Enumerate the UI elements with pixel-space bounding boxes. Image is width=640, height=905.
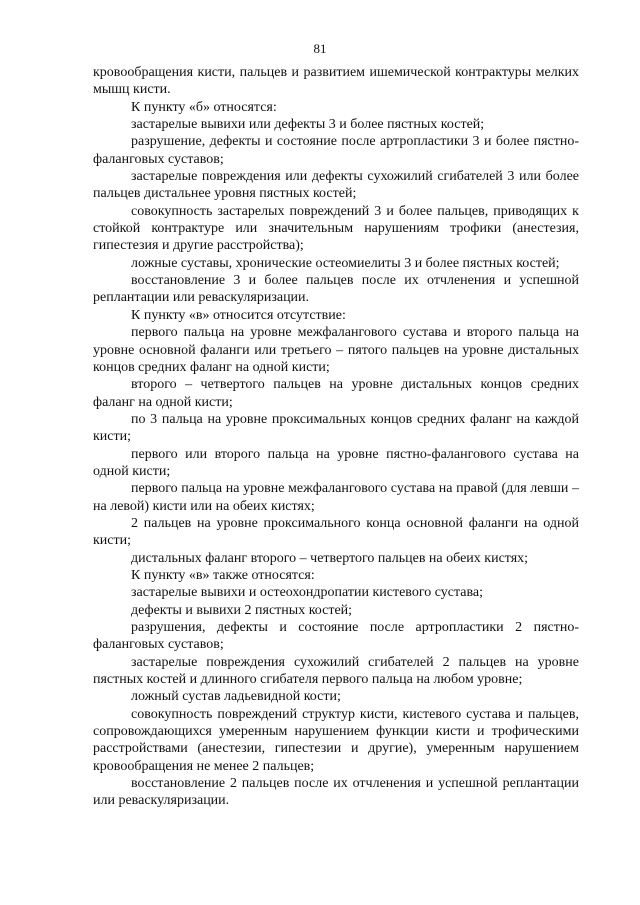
paragraph: восстановление 3 и более пальцев после их отчленения и успешной реплантации или реваскуляризации.	[93, 273, 579, 306]
paragraph: ложный сустав ладьевидной кости;	[131, 689, 341, 705]
paragraph: восстановление 2 пальцев после их отчленения и успешной реплантации или реваскуляризации.	[93, 776, 579, 809]
paragraph: первого или второго пальца на уровне пястно-фалангового сустава на одной кисти;	[93, 446, 579, 479]
paragraph: застарелые повреждения или дефекты сухожилий сгибателей 3 или более пальцев дистальнее уровня пястных костей;	[93, 169, 579, 202]
paragraph: кровообращения кисти, пальцев и развитием ишемической контрактуры мелких мышц кисти.	[93, 65, 579, 98]
paragraph: 2 пальцев на уровне проксимального конца основной фаланги на одной кисти;	[93, 515, 579, 549]
paragraph: совокупность застарелых повреждений 3 и более пальцев, приводящих к стойкой контрактуре или значительным нарушениям трофики (анестезия, гипестезия и другие расстройства);	[93, 203, 579, 254]
page-number: 81	[313, 41, 327, 56]
paragraph: К пункту «в» также относятся:	[131, 567, 315, 583]
paragraph: К пункту «в» относится отсутствие:	[131, 307, 346, 323]
paragraph: К пункту «б» относятся:	[131, 99, 277, 115]
paragraph: второго – четвертого пальцев на уровне дистальных концов средних фаланг на одной кисти;	[93, 377, 579, 410]
paragraph: разрушение, дефекты и состояние после артропластики 3 и более пястно-фаланговых суставов;	[93, 134, 579, 167]
paragraph: первого пальца на уровне межфалангового сустава на правой (для левши – на левой) кисти или на обеих кистях;	[93, 481, 579, 514]
paragraph: по 3 пальца на уровне проксимальных концов средних фаланг на каждой кисти;	[93, 411, 579, 445]
paragraph: совокупность повреждений структур кисти, кистевого сустава и пальцев, сопровождающихся умеренным нарушением функции кисти и трофическими расстройствами (анестезии, гипестезии и другие), умеренным нарушением кровообращения не менее 2 пальцев;	[93, 706, 579, 774]
paragraph: дефекты и вывихи 2 пястных костей;	[131, 602, 353, 618]
paragraph: ложные суставы, хронические остеомиелиты 3 и более пястных костей;	[131, 255, 560, 271]
paragraph: разрушения, дефекты и состояние после артропластики 2 пястно-фаланговых суставов;	[93, 620, 579, 653]
paragraph: застарелые вывихи и остеохондропатии кистевого сустава;	[131, 585, 483, 601]
paragraph: застарелые повреждения сухожилий сгибателей 2 пальцев на уровне пястных костей и длинного сгибателя первого пальца на любом уровне;	[93, 654, 579, 688]
paragraph: дистальных фаланг второго – четвертого пальцев на обеих кистях;	[131, 550, 529, 566]
document-body	[93, 64, 579, 810]
paragraph: первого пальца на уровне межфалангового сустава и второго пальца на уровне основной фаланги или третьего – пятого пальцев на уровне дистальных концов средних фаланг на одной кисти;	[93, 325, 579, 375]
paragraph: застарелые вывихи или дефекты 3 и более пястных костей;	[131, 117, 485, 133]
